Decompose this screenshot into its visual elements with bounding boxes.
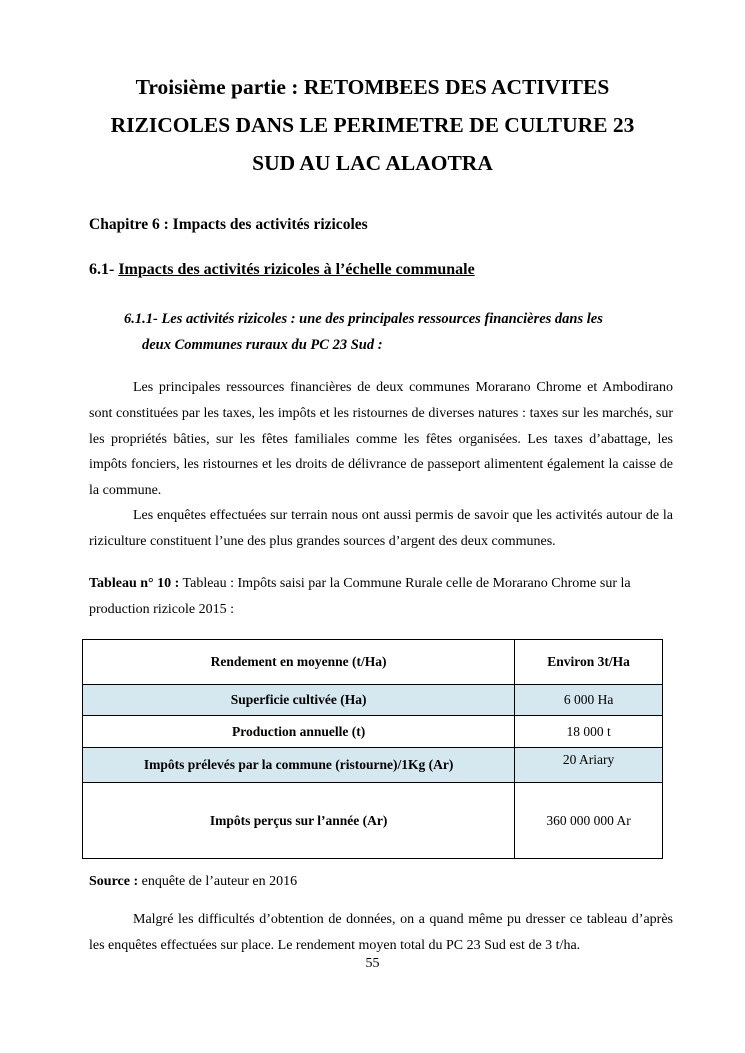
- table-row-label: Rendement en moyenne (t/Ha): [83, 640, 515, 685]
- source-label: Source :: [89, 874, 139, 889]
- table-row-label: Impôts prélevés par la commune (ristourne)/1Kg (Ar): [83, 748, 515, 783]
- part-title: [60, 68, 685, 182]
- table-row-value: 6 000 Ha: [515, 685, 663, 716]
- table-row-label: Superficie cultivée (Ha): [83, 685, 515, 716]
- table-row: [83, 640, 663, 685]
- page-number: 55: [365, 956, 380, 971]
- table-row-value: 20 Ariary: [515, 748, 663, 783]
- section-title: Impacts des activités rizicoles à l’échelle communale: [118, 261, 475, 278]
- subsection-line-1: 6.1.1- Les activités rizicoles : une des principales ressources financières dans les: [124, 311, 603, 327]
- table-row: [83, 716, 663, 748]
- table-row-label: Production annuelle (t): [83, 716, 515, 748]
- paragraph-yield: Malgré les difficultés d’obtention de données, on a quand même pu dresser ce tableau d’après les enquêtes effectuées sur place. Le rendement moyen total du PC 23 Sud est de 3 t/ha.: [89, 912, 673, 953]
- table-caption-text: Tableau : Impôts saisi par la Commune Rurale celle de Morarano Chrome sur la production rizicole 2015 :: [89, 576, 631, 617]
- table-source: [89, 874, 297, 890]
- section-number: 6.1-: [89, 261, 119, 278]
- table-row-value: 18 000 t: [515, 716, 663, 748]
- table-row: [83, 783, 663, 859]
- table-caption: [89, 571, 673, 623]
- paragraph-financial-resources: Les principales ressources financières de deux communes Morarano Chrome et Ambodirano sont constituées par les taxes, les impôts et les ristournes de diverses natures : taxes sur les marchés, sur les propriétés bâties, sur les fêtes familiales comme les fêtes organisées. Les taxes d’abattage, les impôts fonciers, les ristournes et les droits de délivrance de passeport alimentent également la caisse de la commune.: [89, 380, 673, 499]
- source-text: enquête de l’auteur en 2016: [138, 874, 298, 889]
- paragraph-surveys: Les enquêtes effectuées sur terrain nous ont aussi permis de savoir que les activités autour de la riziculture constituent l’une des plus grandes sources d’argent des deux communes.: [89, 508, 673, 549]
- part-title-line-1: Troisième partie : RETOMBEES DES ACTIVITES: [135, 75, 610, 99]
- part-title-line-3: SUD AU LAC ALAOTRA: [252, 151, 493, 175]
- chapter-title: Chapitre 6 : Impacts des activités rizicoles: [89, 216, 368, 233]
- tax-table: [82, 639, 663, 859]
- table-row-value: Environ 3t/Ha: [515, 640, 663, 685]
- subsection-line-2: deux Communes ruraux du PC 23 Sud :: [142, 337, 383, 353]
- table-caption-label: Tableau n° 10 :: [89, 576, 180, 591]
- subsection-heading: [124, 306, 669, 358]
- table-row: [83, 748, 663, 783]
- table-row-label: Impôts perçus sur l’année (Ar): [83, 783, 515, 859]
- part-title-line-2: RIZICOLES DANS LE PERIMETRE DE CULTURE 23: [110, 113, 635, 137]
- table-row-value: 360 000 000 Ar: [515, 783, 663, 859]
- section-heading: [89, 261, 475, 279]
- table-row: [83, 685, 663, 716]
